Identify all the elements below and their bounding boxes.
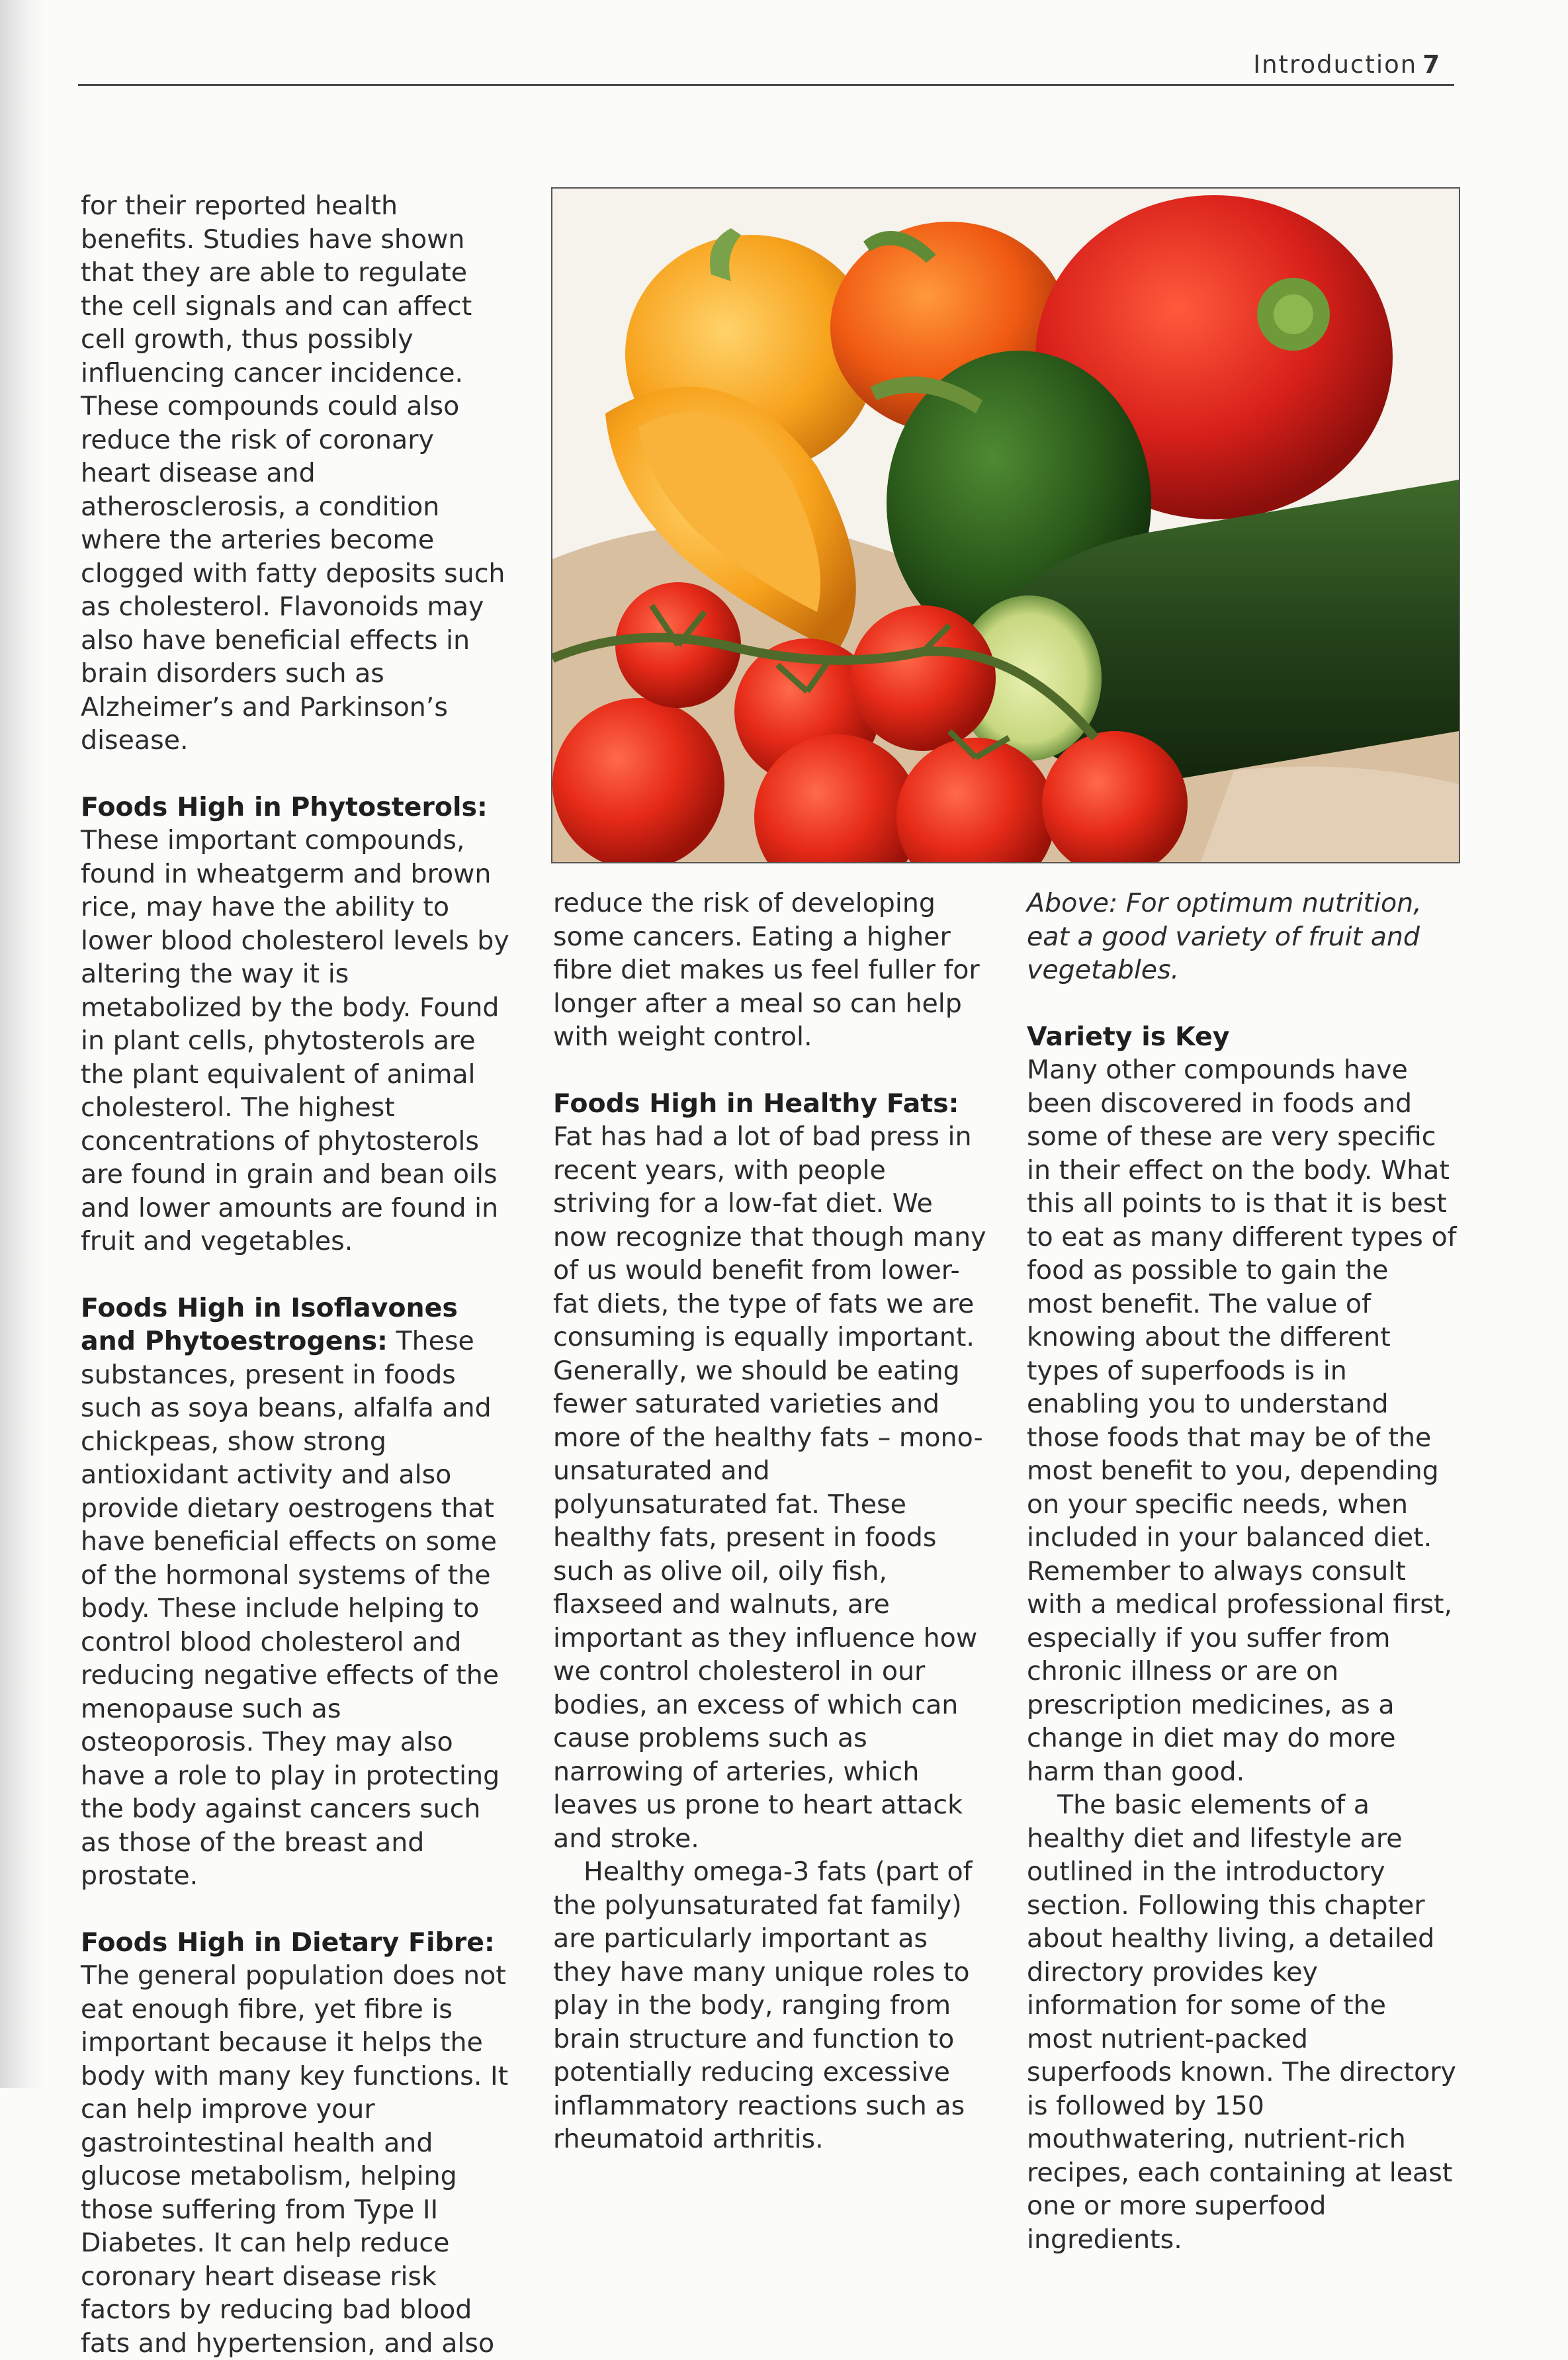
header-rule	[78, 84, 1454, 86]
omega-paragraph: Healthy omega-3 fats (part of the polyunsaturated fat family) are particularly important as they have many unique roles to play in the body, ranging from brain structure and function to potentially reducing excessive inflammatory reactions such as rheumatoid arthritis.	[553, 1855, 990, 2156]
fibre-text: The general population does not eat enough fibre, yet fibre is important because it helps the body with many key functions. It can help improve your gastrointestinal health and glucose metabolism, helping those suffering from Type II Diabetes. It can help reduce coronary heart disease risk factors by reducing bad blood fats and hypertension, and also	[81, 1960, 508, 2359]
running-head	[1253, 50, 1441, 79]
fibre-continued-paragraph: reduce the risk of developing some cancers. Eating a higher fibre diet makes us feel fuller for longer after a meal so can help with weight control.	[553, 887, 990, 1054]
phytosterols-section	[81, 791, 511, 1258]
intro-paragraph: for their reported health benefits. Studies have shown that they are able to regulate the cell signals and can affect cell growth, thus possibly influencing cancer incidence. These compounds could also reduce the risk of coronary heart disease and atherosclerosis, a condition where the arteries become clogged with fatty deposits such as cholesterol. Flavonoids may also have beneficial effects in brain disorders such as Alzheimer’s and Parkinson’s disease.	[81, 189, 511, 758]
left-column	[81, 189, 511, 2360]
variety-heading: Variety is Key	[1027, 1020, 1457, 1054]
middle-column	[553, 887, 990, 2156]
vegetables-photo	[551, 187, 1460, 863]
page-gutter-shadow	[0, 0, 46, 2088]
fibre-section	[81, 1926, 511, 2360]
isoflavones-section	[81, 1291, 511, 1893]
isoflavones-heading: Foods High in Isoflavones and Phytoestrogens:	[81, 1293, 458, 1357]
right-column	[1027, 887, 1457, 2256]
isoflavones-text: These substances, present in foods such as soya beans, alfalfa and chickpeas, show strong antioxidant activity and also provide dietary oestrogens that have beneficial effects on some of the hormonal systems of the body. These include helping to control blood cholesterol and reducing negative effects of the menopause such as osteoporosis. They may also have a role to play in protecting the body against cancers such as those of the breast and prostate.	[81, 1326, 500, 1891]
healthy-fats-heading: Foods High in Healthy Fats:	[553, 1088, 959, 1119]
section-title: Introduction	[1253, 50, 1417, 79]
variety-paragraph: Many other compounds have been discovered in foods and some of these are very specific in their effect on the body. What this all points to is that it is best to eat as many different types of food as possible to gain the most benefit. The value of knowing about the different types of superfoods is in enabling you to understand those foods that may be of the most benefit to you, depending on your specific needs, when included in your balanced diet. Remember to always consult with a medical professional first, especially if you suffer from chronic illness or are on prescription medicines, as a change in diet may do more harm than good.	[1027, 1053, 1457, 1788]
fibre-heading: Foods High in Dietary Fibre:	[81, 1927, 495, 1958]
basic-elements-paragraph: The basic elements of a healthy diet and lifestyle are outlined in the introductory section. Following this chapter about healthy living, a detailed directory provides key information for some of the most nutrient-packed superfoods known. The directory is followed by 150 mouthwatering, nutrient-rich recipes, each containing at least one or more superfood ingredients.	[1027, 1788, 1457, 2256]
phytosterols-text: These important compounds, found in wheatgerm and brown rice, may have the ability to lower blood cholesterol levels by altering the way it is metabolized by the body. Found in plant cells, phytosterols are the plant equivalent of animal cholesterol. The highest concentrations of phytosterols are found in grain and bean oils and lower amounts are found in fruit and vegetables.	[81, 825, 509, 1256]
phytosterols-heading: Foods High in Phytosterols:	[81, 792, 488, 822]
page-number: 7	[1422, 50, 1441, 79]
vegetables-illustration	[552, 189, 1459, 862]
healthy-fats-section	[553, 1087, 990, 1856]
photo-caption: Above: For optimum nutrition, eat a good variety of fruit and vegetables.	[1027, 887, 1457, 987]
healthy-fats-text: Fat has had a lot of bad press in recent years, with people striving for a low-fat diet. We now recognize that though many of us would benefit from lower-fat diets, the type of fats we are consuming is equally important. Generally, we should be eating fewer saturated varieties and more of the healthy fats – mono-unsaturated and polyunsaturated fat. These healthy fats, present in foods such as olive oil, oily fish, flaxseed and walnuts, are important as they influence how we control cholesterol in our bodies, an excess of which can cause problems such as narrowing of arteries, which leaves us prone to heart attack and stroke.	[553, 1121, 986, 1854]
